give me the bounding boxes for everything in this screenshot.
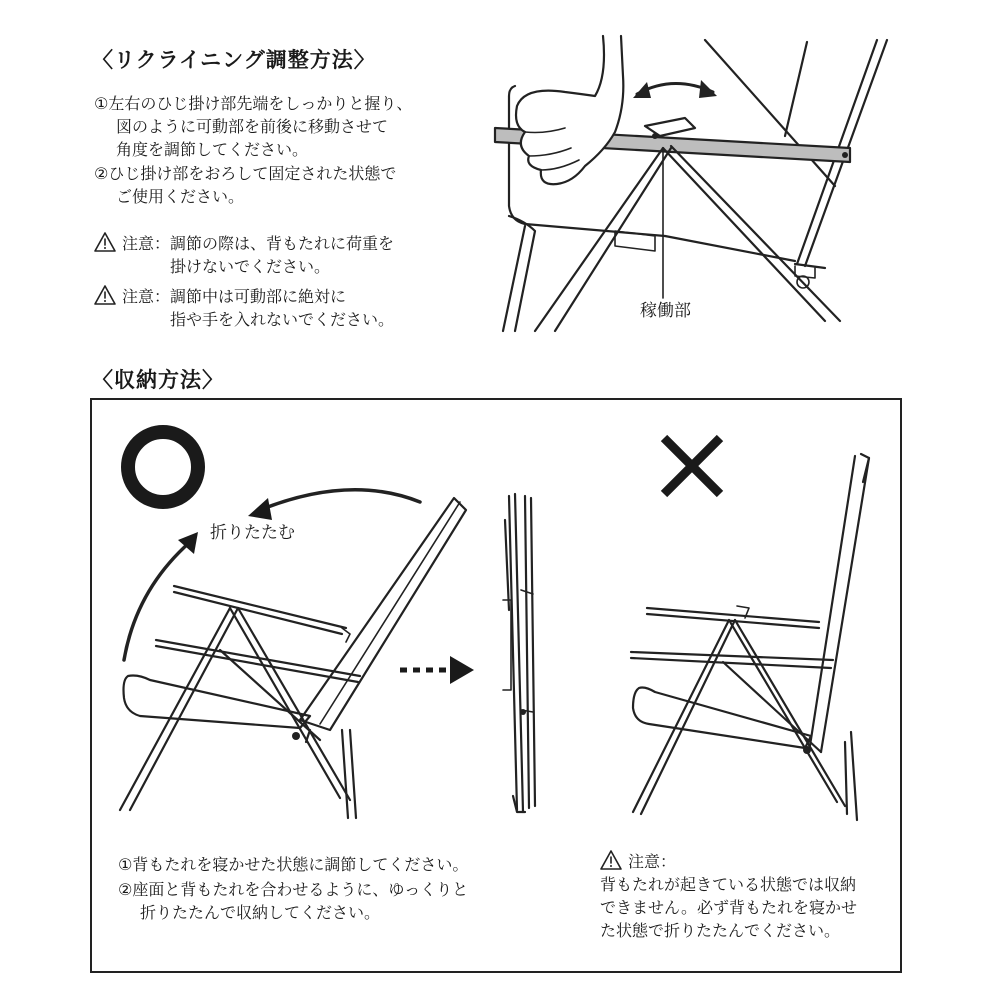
recline-step-1-line-1: ①左右のひじ掛け部先端をしっかりと握り、 <box>94 94 413 113</box>
storage-step-2 <box>118 878 468 924</box>
recline-step-1-line-3: 角度を調節してください。 <box>116 140 309 159</box>
storage-caution-line-3: た状態で折りたたんでください。 <box>600 921 841 940</box>
storage-caution-line-2: できません。必ず背もたれを寝かせ <box>600 898 857 917</box>
warning-icon <box>94 232 116 252</box>
storage-caution-line-1: 背もたれが起きている状態では収納 <box>600 875 857 894</box>
caution-label: 注意： <box>122 287 171 306</box>
warning-icon <box>600 850 622 870</box>
recline-illustration <box>495 36 895 336</box>
fold-label: 折りたたむ <box>210 523 295 543</box>
movable-part-label: 稼働部 <box>640 301 691 321</box>
warning-icon <box>94 285 116 305</box>
recline-caution-1 <box>94 232 394 278</box>
storage-heading: 〈収納方法〉 <box>92 368 224 392</box>
caution-1-line-1: 調節の際は、背もたれに荷重を <box>170 234 395 253</box>
caution-2-line-2: 指や手を入れないでください。 <box>170 310 395 329</box>
recline-caution-2 <box>94 285 394 331</box>
storage-step-2-line-1: ②座面と背もたれを合わせるように、ゆっくりと <box>118 880 469 899</box>
caution-1-line-2: 掛けないでください。 <box>170 257 331 276</box>
caution-2-line-1: 調節中は可動部に絶対に <box>170 287 347 306</box>
folded-chair-illustration <box>495 490 545 820</box>
storage-step-2-line-2: 折りたたんで収納してください。 <box>140 903 381 922</box>
recline-step-1-line-2: 図のように可動部を前後に移動させて <box>116 117 389 136</box>
recline-step-2-line-1: ②ひじ掛け部をおろして固定された状態で <box>94 164 397 183</box>
caution-label: 注意： <box>628 852 677 871</box>
recline-step-1 <box>94 92 412 161</box>
recline-step-2 <box>94 162 396 208</box>
caution-label: 注意： <box>122 234 171 253</box>
storage-caution <box>600 850 857 942</box>
recline-step-2-line-2: ご使用ください。 <box>116 187 245 206</box>
storage-step-1: ①背もたれを寝かせた状態に調節してください。 <box>118 855 469 874</box>
recline-heading: 〈リクライニング調整方法〉 <box>92 48 376 72</box>
dotted-arrow-icon <box>398 650 478 690</box>
upright-chair-illustration <box>625 452 875 832</box>
storage-caution-header <box>600 850 857 873</box>
